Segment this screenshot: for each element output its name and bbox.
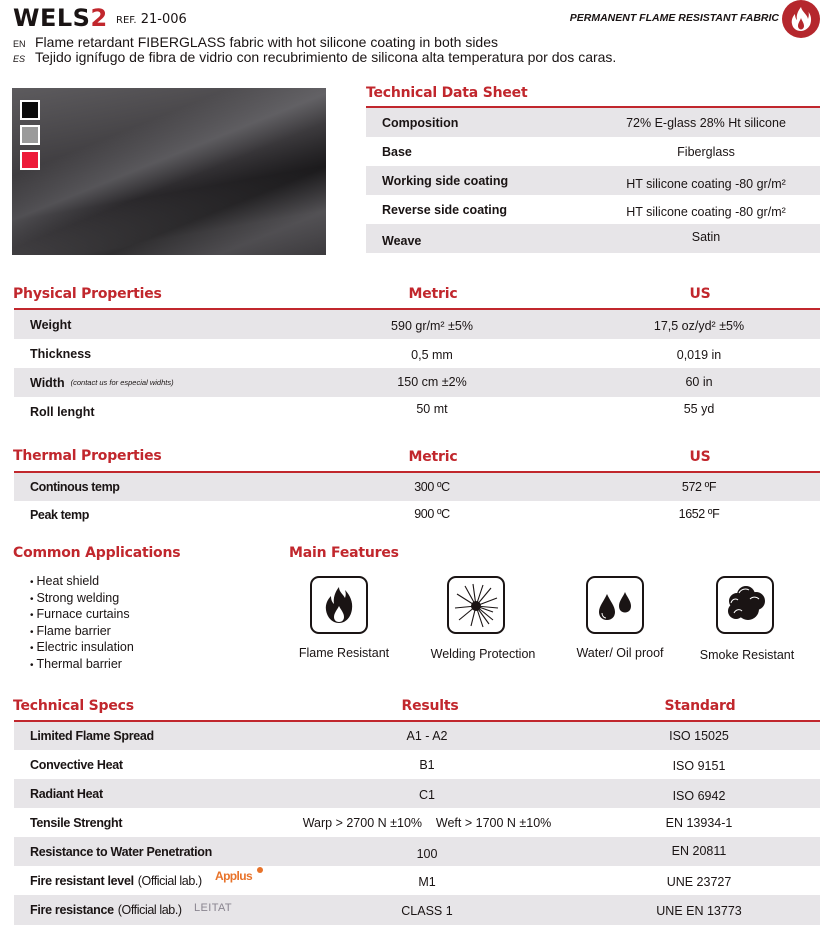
- spec-standard: UNE 23727: [666, 875, 732, 889]
- spec-row: [14, 779, 820, 808]
- technical-specs-title: Technical Specs: [13, 698, 134, 714]
- width-note: (contact us for especial widhts): [70, 378, 174, 387]
- tds-row: [366, 137, 820, 166]
- tds-label: Reverse side coating: [382, 202, 508, 217]
- physical-label: Weight: [30, 317, 72, 332]
- tds-label: Composition: [382, 115, 459, 130]
- technical-data-sheet-title: Technical Data Sheet: [366, 85, 528, 101]
- spec-standard: EN 20811: [671, 844, 727, 858]
- physical-us: 17,5 oz/yd² ±5%: [653, 319, 745, 333]
- flame-icon: [790, 6, 812, 32]
- col-header-metric: Metric: [408, 449, 458, 465]
- thermal-metric: 900 ºC: [414, 507, 450, 521]
- physical-label: Roll lenght: [30, 404, 95, 419]
- physical-row: [14, 339, 820, 368]
- feature-label: Smoke Resistant: [699, 648, 795, 662]
- leitat-logo: LEITAT: [194, 902, 233, 914]
- flame-badge: [782, 0, 820, 38]
- physical-row: [14, 310, 820, 339]
- list-item: • Thermal barrier: [30, 657, 134, 674]
- physical-us: 60 in: [685, 375, 713, 389]
- spec-result: B1: [419, 758, 435, 772]
- spec-result: C1: [419, 788, 435, 802]
- applus-logo: Applus: [215, 869, 253, 883]
- spec-standard: ISO 9151: [672, 759, 726, 773]
- spec-row: [14, 866, 820, 895]
- lang-code-es: ES: [13, 54, 26, 64]
- tds-label: Weave: [382, 233, 422, 248]
- thermal-us: 1652 ºF: [678, 507, 720, 521]
- feature-label: Water/ Oil proof: [576, 646, 664, 660]
- spec-label: Radiant Heat: [30, 786, 103, 801]
- ref-value: 21-006: [140, 12, 187, 27]
- thermal-label: Continous temp: [30, 480, 120, 494]
- thermal-row: [14, 473, 820, 501]
- physical-metric: 590 gr/m² ±5%: [391, 319, 473, 333]
- spec-result: A1 - A2: [406, 729, 448, 743]
- list-item: • Electric insulation: [30, 640, 134, 657]
- spec-result: M1: [418, 875, 436, 889]
- product-reference: [116, 12, 187, 27]
- tds-value: Satin: [691, 230, 721, 244]
- col-header-us: US: [689, 449, 711, 465]
- tds-row: [366, 195, 820, 224]
- tds-row: [366, 108, 820, 137]
- spec-standard: UNE EN 13773: [656, 904, 742, 918]
- smoke-cloud-icon: [724, 583, 766, 627]
- feature-water-oil: [586, 576, 644, 634]
- feature-label: Welding Protection: [430, 647, 536, 661]
- fabric-photo: [12, 88, 326, 255]
- description-text-es: Tejido ignífugo de fibra de vidrio con recubrimiento de silicona alta temperatura por dos caras.: [35, 49, 617, 65]
- col-header-standard: Standard: [664, 698, 736, 714]
- physical-us: 0,019 in: [676, 348, 722, 362]
- spec-result: CLASS 1: [401, 904, 453, 918]
- tds-label: Base: [382, 144, 412, 159]
- tds-value: 72% E-glass 28% Ht silicone: [626, 115, 786, 130]
- spec-label-suffix: (Official lab.): [117, 903, 182, 917]
- feature-welding: [447, 576, 505, 634]
- product-name: WELS: [13, 4, 91, 32]
- lang-code-en: EN: [13, 39, 26, 49]
- ref-label: REF.: [116, 15, 137, 26]
- spec-result: 100: [416, 847, 438, 861]
- applus-logo-dot: [257, 867, 263, 873]
- applications-list: [30, 574, 134, 674]
- spec-label: Limited Flame Spread: [30, 729, 154, 743]
- physical-row: [14, 368, 820, 397]
- spec-label: Convective Heat: [30, 757, 123, 772]
- thermal-properties-title: Thermal Properties: [13, 448, 162, 464]
- tds-value: HT silicone coating -80 gr/m²: [626, 177, 786, 191]
- list-item: • Strong welding: [30, 591, 134, 608]
- spec-row: [14, 837, 820, 866]
- spec-label: Resistance to Water Penetration: [30, 844, 212, 859]
- common-applications-title: Common Applications: [13, 545, 181, 561]
- description-text-en: Flame retardant FIBERGLASS fabric with hot silicone coating in both sides: [35, 34, 498, 50]
- color-swatch-red[interactable]: [20, 150, 40, 170]
- product-title: [13, 4, 108, 32]
- physical-label: Thickness: [30, 346, 92, 361]
- tds-value: Fiberglass: [677, 144, 735, 159]
- col-header-metric: Metric: [408, 286, 458, 302]
- color-swatch-black[interactable]: [20, 100, 40, 120]
- col-header-us: US: [689, 286, 711, 302]
- spec-standard: EN 13934-1: [665, 816, 733, 830]
- list-item: • Flame barrier: [30, 624, 134, 641]
- permanent-flame-tagline: PERMANENT FLAME RESISTANT FABRIC: [569, 12, 779, 24]
- physical-us: 55 yd: [683, 402, 715, 416]
- thermal-row: [14, 501, 820, 529]
- tds-label: Working side coating: [382, 173, 509, 188]
- physical-metric: 50 mt: [416, 402, 448, 416]
- color-swatch-grey[interactable]: [20, 125, 40, 145]
- description-en: [13, 34, 498, 50]
- physical-label: Width: [30, 375, 65, 390]
- thermal-us: 572 ºF: [681, 480, 717, 494]
- spec-row: [14, 808, 820, 837]
- physical-properties-title: Physical Properties: [13, 286, 162, 302]
- list-item: • Furnace curtains: [30, 607, 134, 624]
- spec-row: [14, 895, 820, 925]
- welding-spark-icon: [453, 582, 499, 628]
- spec-row: [14, 722, 820, 750]
- spec-standard: ISO 6942: [672, 789, 726, 803]
- description-es: [13, 49, 616, 65]
- product-number: 2: [90, 4, 108, 32]
- spec-result: Warp > 2700 N ±10% Weft > 1700 N ±10%: [302, 816, 552, 830]
- thermal-metric: 300 ºC: [414, 480, 450, 494]
- physical-metric: 150 cm ±2%: [397, 375, 467, 389]
- feature-flame: [310, 576, 368, 634]
- spec-standard: ISO 15025: [669, 729, 729, 743]
- flame-icon: [324, 586, 354, 624]
- tds-row: [366, 224, 820, 253]
- spec-row: [14, 750, 820, 779]
- physical-metric: 0,5 mm: [411, 348, 453, 362]
- tds-value: HT silicone coating -80 gr/m²: [626, 205, 786, 219]
- tds-row: [366, 166, 820, 195]
- droplets-icon: [594, 588, 636, 622]
- list-item: • Heat shield: [30, 574, 134, 591]
- feature-smoke: [716, 576, 774, 634]
- spec-label: Fire resistance: [30, 903, 114, 917]
- feature-label: Flame Resistant: [298, 646, 390, 660]
- spec-label: Tensile Strenght: [30, 815, 123, 830]
- main-features-title: Main Features: [289, 545, 399, 561]
- col-header-results: Results: [401, 698, 459, 714]
- spec-label-suffix: (Official lab.): [137, 873, 202, 888]
- spec-label: Fire resistant level: [30, 873, 134, 888]
- thermal-label: Peak temp: [30, 508, 89, 522]
- physical-row: [14, 397, 820, 426]
